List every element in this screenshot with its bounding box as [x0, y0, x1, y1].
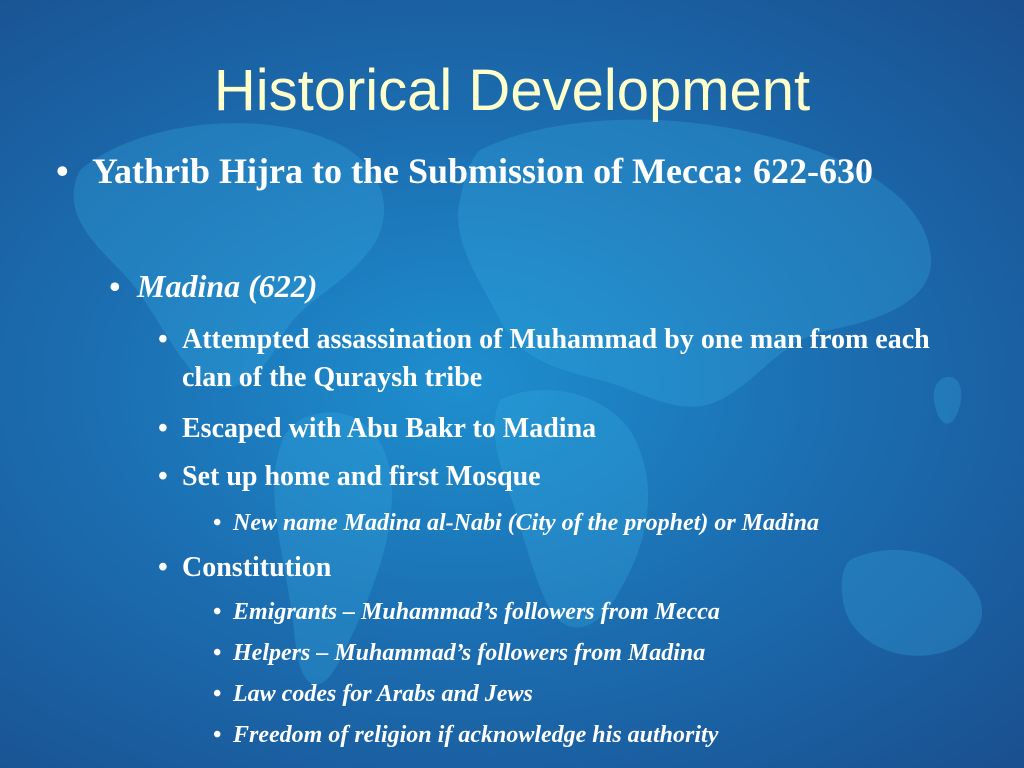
bullet-icon: •	[213, 510, 222, 536]
bullet-text: Set up home and first Mosque	[182, 461, 541, 492]
bullet-icon: •	[158, 552, 168, 583]
bullet-icon: •	[158, 324, 168, 355]
bullet-item-level3	[158, 321, 982, 397]
bullet-text: New name Madina al-Nabi (City of the prophet) or Madina	[233, 510, 820, 536]
bullet-item-level4	[213, 639, 706, 667]
bullet-icon: •	[158, 461, 168, 492]
bullet-item-level3	[158, 458, 982, 496]
bullet-item-level4	[213, 509, 820, 537]
bullet-item-level4	[213, 721, 719, 749]
bullet-item-level3	[158, 410, 982, 448]
bullet-item-level1	[56, 150, 962, 192]
bullet-icon: •	[109, 268, 121, 304]
bullet-item-level4	[213, 680, 533, 708]
bullet-item-level2	[109, 267, 318, 305]
bullet-text: Attempted assassination of Muhammad by one man from each clan of the Quraysh tribe	[182, 324, 930, 393]
bullet-text: Law codes for Arabs and Jews	[233, 681, 533, 707]
bullet-icon: •	[213, 640, 222, 666]
bullet-text: Escaped with Abu Bakr to Madina	[182, 413, 597, 444]
bullet-text: Helpers – Muhammad’s followers from Madina	[233, 640, 706, 666]
bullet-item-level3	[158, 549, 982, 587]
bullet-text: Yathrib Hijra to the Submission of Mecca: 622-630	[92, 151, 873, 191]
bullet-text: Emigrants – Muhammad’s followers from Mecca	[233, 599, 720, 625]
bullet-icon: •	[213, 681, 222, 707]
bullet-icon: •	[213, 722, 222, 748]
bullet-item-level4	[213, 598, 720, 626]
slide-title: Historical Development	[213, 58, 811, 123]
bullet-icon: •	[56, 151, 69, 191]
bullet-text: Madina (622)	[137, 268, 318, 304]
bullet-text: Freedom of religion if acknowledge his authority	[233, 722, 719, 748]
bullet-icon: •	[213, 599, 222, 625]
bullet-text: Constitution	[182, 552, 332, 583]
bullet-icon: •	[158, 413, 168, 444]
